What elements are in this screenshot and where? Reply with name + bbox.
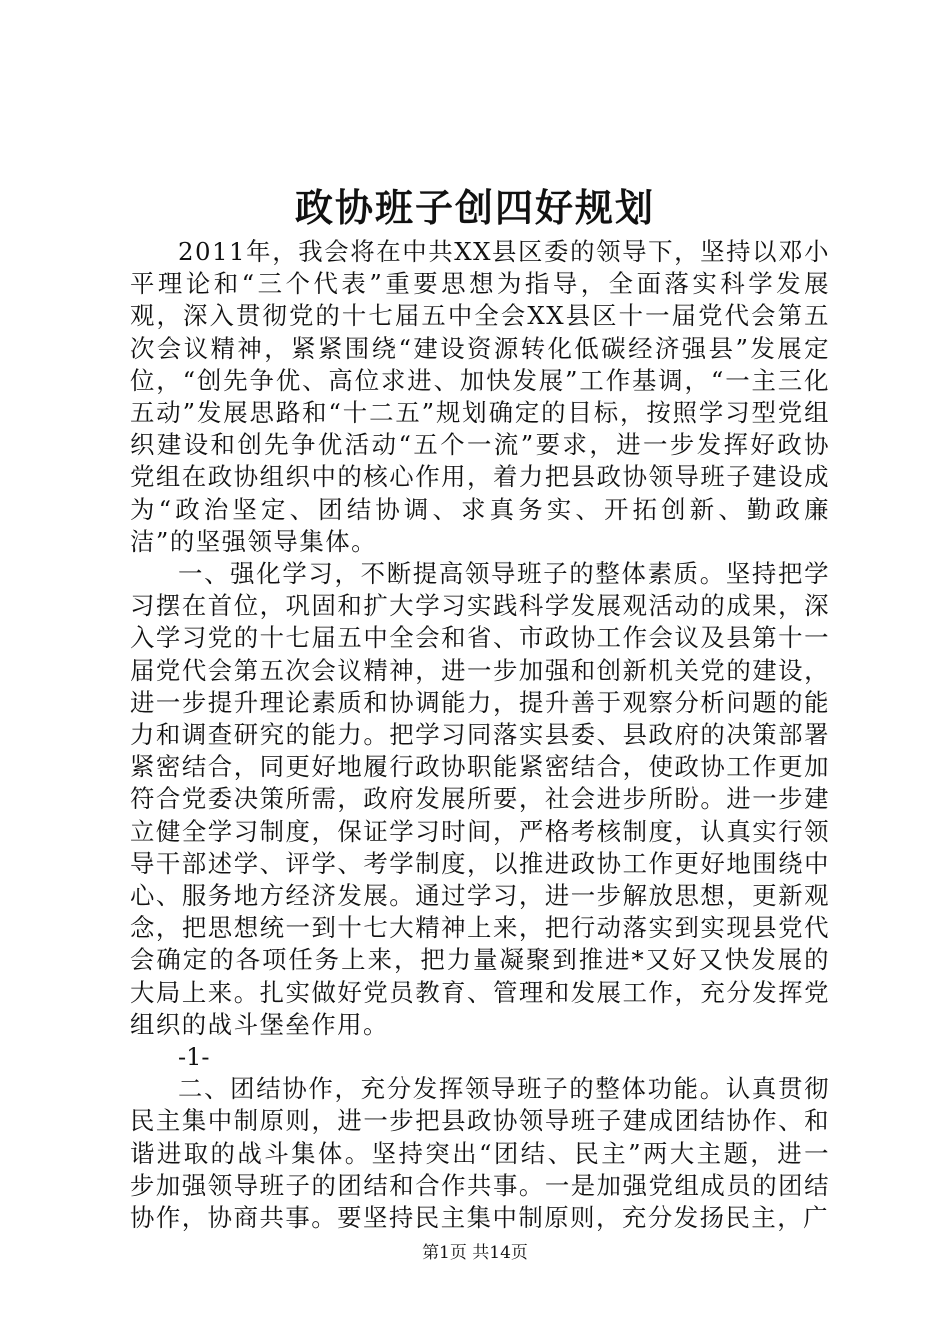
document-title: 政协班子创四好规划 — [294, 185, 655, 230]
paragraph-section-one: 一、强化学习，不断提高领导班子的整体素质。坚持把学习摆在首位，巩固和扩大学习实践科学发展观活动的成果，深入学习党的十七届五中全会和省、市政协工作会议及县第十一届党代会第五次会议精神，进一步加强和创新机关党的建设，进一步提升理论素质和协调能力，提升善于观察分析问题的能力和调查研究的能力。把学习同落实县委、县政府的决策部署紧密结合，同更好地履行政协职能紧密结合，使政协工作更加符合党委决策所需，政府发展所要，社会进步所盼。进一步建立健全学习制度，保证学习时间，严格考核制度，认真实行领导干部述学、评学、考学制度，以推进政协工作更好地围绕中心、服务地方经济发展。通过学习，进一步解放思想，更新观念，把思想统一到十七大精神上来，把行动落实到实现县党代会确定的各项任务上来，把力量凝聚到推进*又好又快发展的大局上来。扎实做好党员教育、管理和发展工作，充分发挥党组织的战斗堡垒作用。 — [130, 559, 830, 1039]
paragraph-section-two: 二、团结协作，充分发挥领导班子的整体功能。认真贯彻民主集中制原则，进一步把县政协领导班子建成团结协作、和谐进取的战斗集体。坚持突出“团结、民主”两大主题，进一步加强领导班子的团结和合作共事。一是加强党组成员的团结协作，协商共事。要坚持民主集中制原则，充分发扬民主，广 — [130, 1074, 830, 1233]
document-body — [130, 236, 830, 1234]
paragraph-intro: 2011年，我会将在中共XX县区委的领导下，坚持以邓小平理论和“三个代表”重要思想为指导，全面落实科学发展观，深入贯彻党的十七届五中全会XX县区十一届党代会第五次会议精神，紧紧围绕“建设资源转化低碳经济强县”发展定位，“创先争优、高位求进、加快发展”工作基调，“一主三化五动”发展思路和“十二五”规划确定的目标，按照学习型党组织建设和创先争优活动“五个一流”要求，进一步发挥好政协党组在政协组织中的核心作用，着力把县政协领导班子建设成为“政治坚定、团结协调、求真务实、开拓创新、勤政廉洁”的坚强领导集体。 — [130, 237, 830, 556]
inline-page-marker: -1- — [178, 1043, 210, 1072]
page-footer: 第1页 共14页 — [422, 1243, 528, 1263]
